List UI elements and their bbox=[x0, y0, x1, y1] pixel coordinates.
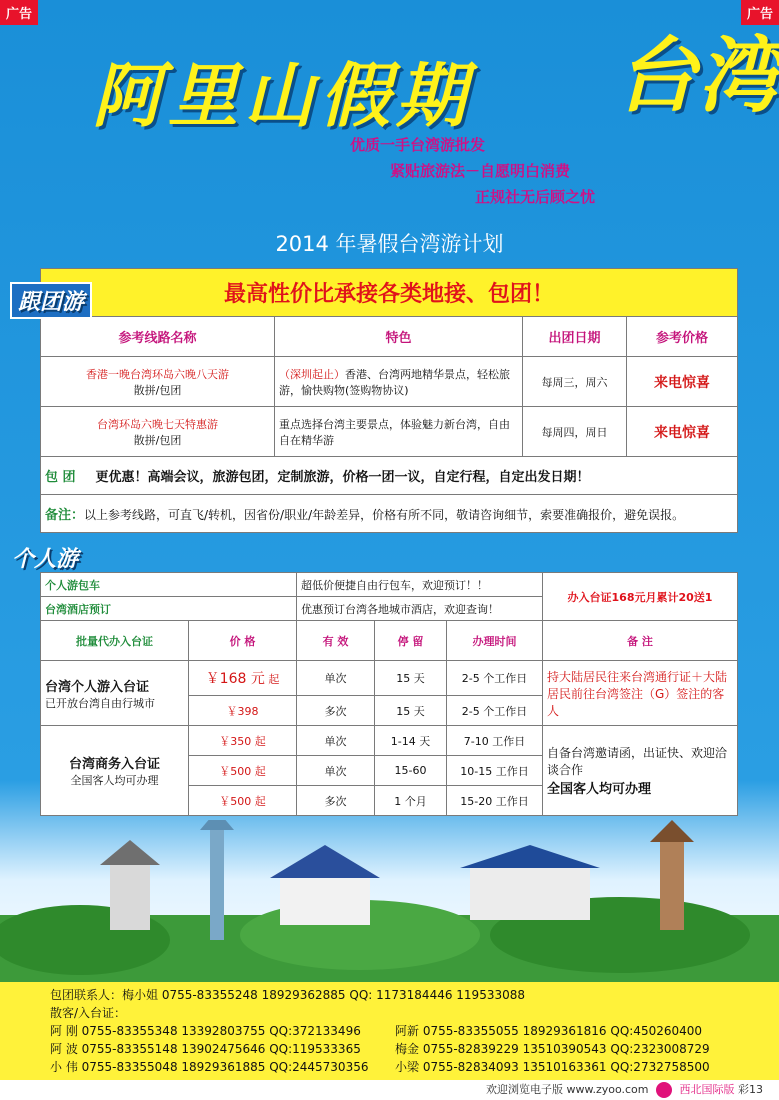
route-type: 散拼/包团 bbox=[133, 433, 182, 447]
route-date: 每周三，周六 bbox=[523, 357, 627, 407]
contact-row bbox=[50, 1058, 779, 1076]
note-row bbox=[41, 495, 738, 533]
permit-price: ￥350 bbox=[219, 734, 252, 748]
contact-right: 阿新 0755-83355055 18929361816 QQ:450260400 bbox=[395, 1024, 703, 1038]
permit-valid: 单次 bbox=[297, 756, 375, 786]
permit-price: ￥168 元 bbox=[205, 671, 265, 687]
contact-row bbox=[50, 1022, 779, 1040]
permit-time: 7-10 工作日 bbox=[447, 726, 543, 756]
route-row bbox=[41, 357, 738, 407]
contact-group-line: 包团联系人：梅小姐 0755-83355248 18929362885 QQ: 1173184446 119533088 bbox=[50, 988, 525, 1002]
permit-price-cell bbox=[189, 661, 297, 696]
permit-price: ￥398 bbox=[189, 696, 297, 726]
permit-valid: 单次 bbox=[297, 661, 375, 696]
permit-stay: 1-14 天 bbox=[375, 726, 447, 756]
permit-price-cell bbox=[189, 756, 297, 786]
route-name: 台湾环岛六晚七天特惠游 bbox=[97, 417, 218, 431]
permit-price: ￥500 bbox=[219, 794, 252, 808]
ad-label-left: 广告 bbox=[0, 0, 38, 25]
header-price: 参考价格 bbox=[627, 317, 738, 357]
permit-stay: 1 个月 bbox=[375, 786, 447, 816]
charter-cell bbox=[41, 457, 738, 495]
permit-price-cell bbox=[189, 726, 297, 756]
slogan-1: 优质一手台湾游批发 bbox=[350, 136, 486, 154]
permit-valid: 多次 bbox=[297, 696, 375, 726]
route-feature: 香港、台湾两地精华景点，轻松旅游，愉快购物(签购物协议) bbox=[279, 367, 510, 397]
permit-price: ￥500 bbox=[219, 764, 252, 778]
permit-time: 15-20 工作日 bbox=[447, 786, 543, 816]
permit-stay: 15-60 bbox=[375, 756, 447, 786]
permit-row bbox=[41, 661, 738, 696]
contact-row bbox=[50, 1040, 779, 1058]
header-time: 办理时间 bbox=[447, 621, 543, 661]
note-cell bbox=[41, 495, 738, 533]
footer-brand: 西北国际版 bbox=[679, 1083, 735, 1096]
permit-price-cell bbox=[189, 786, 297, 816]
permit-title-cell bbox=[41, 661, 189, 726]
route-price: 来电惊喜 bbox=[627, 407, 738, 457]
note-text: 以上参考线路，可直飞/转机，因省份/职业/年龄差异，价格有所不同，敬请咨询细节，索要准确报价，避免误报。 bbox=[84, 508, 685, 522]
contact-right: 梅金 0755-82839229 13510390543 QQ:2323008729 bbox=[395, 1042, 710, 1056]
group-banner: 最高性价比承接各类地接、包团！ bbox=[41, 269, 738, 317]
permit-note: 自备台湾邀请函，出证快、欢迎洽谈合作 bbox=[547, 746, 728, 777]
individual-tour-tag: 个人游 bbox=[12, 547, 79, 572]
group-tour-table bbox=[40, 268, 738, 533]
promo-banner: 办入台证168元月累计20送1 bbox=[543, 573, 738, 621]
route-row bbox=[41, 407, 738, 457]
service-label: 台湾酒店预订 bbox=[41, 597, 297, 621]
charter-text: 更优惠！高端会议，旅游包团，定制旅游，价格一团一议，自定行程，自定出发日期！ bbox=[95, 470, 590, 485]
contact-left: 阿 刚 0755-83355348 13392803755 QQ:372133496 bbox=[50, 1024, 361, 1038]
permit-stay: 15 天 bbox=[375, 696, 447, 726]
contact-visa-line: 散客/入台证： bbox=[50, 1006, 127, 1020]
header-date: 出团日期 bbox=[523, 317, 627, 357]
brand-title: 阿里山假期 bbox=[92, 54, 472, 137]
contact-left: 阿 波 0755-83355148 13902475646 QQ:119533365 bbox=[50, 1042, 361, 1056]
permit-note2: 全国客人均可办理 bbox=[547, 782, 652, 797]
permit-title: 台湾个人游入台证 bbox=[45, 679, 150, 695]
charter-row bbox=[41, 457, 738, 495]
route-feature-cell bbox=[275, 357, 523, 407]
header-stay: 停 留 bbox=[375, 621, 447, 661]
magazine-logo-icon bbox=[656, 1082, 672, 1098]
brand-taiwan: 台湾 bbox=[615, 28, 779, 124]
page-footer bbox=[0, 1080, 779, 1100]
permit-price-suffix: 起 bbox=[254, 734, 266, 748]
charter-label: 包 团 bbox=[45, 470, 76, 485]
individual-tour-table bbox=[40, 572, 738, 816]
header-feature: 特色 bbox=[275, 317, 523, 357]
permit-header-row bbox=[41, 621, 738, 661]
permit-time: 2-5 个工作日 bbox=[447, 661, 543, 696]
route-price: 来电惊喜 bbox=[627, 357, 738, 407]
taiwan-scenery-illustration bbox=[0, 820, 779, 985]
permit-valid: 多次 bbox=[297, 786, 375, 816]
service-desc: 超低价便捷自由行包车，欢迎预订！！ bbox=[297, 573, 543, 597]
permit-stay: 15 天 bbox=[375, 661, 447, 696]
note-label: 备注： bbox=[45, 508, 85, 523]
header-price: 价 格 bbox=[189, 621, 297, 661]
route-name-cell bbox=[41, 357, 275, 407]
footer-text: 欢迎浏览电子版 www.zyoo.com bbox=[485, 1083, 649, 1096]
route-name: 香港一晚台湾环岛六晚八天游 bbox=[86, 367, 229, 381]
group-tour-tag: 跟团游 bbox=[10, 282, 92, 319]
route-date: 每周四，周日 bbox=[523, 407, 627, 457]
contact-panel bbox=[0, 982, 779, 1080]
permit-time: 10-15 工作日 bbox=[447, 756, 543, 786]
slogan-2: 紧贴旅游法－自愿明白消费 bbox=[390, 162, 571, 180]
permit-note-cell bbox=[543, 726, 738, 816]
footer-page: 彩13 bbox=[738, 1083, 763, 1096]
permit-valid: 单次 bbox=[297, 726, 375, 756]
group-header-row bbox=[41, 317, 738, 357]
ad-label-right: 广告 bbox=[741, 0, 779, 25]
header-valid: 有 效 bbox=[297, 621, 375, 661]
permit-subtitle: 全国客人均可办理 bbox=[70, 774, 159, 787]
contact-left: 小 伟 0755-83355048 18929361885 QQ:2445730356 bbox=[50, 1060, 369, 1074]
service-row bbox=[41, 573, 738, 597]
route-name-cell bbox=[41, 407, 275, 457]
header-permit: 批量代办入台证 bbox=[41, 621, 189, 661]
header-route: 参考线路名称 bbox=[41, 317, 275, 357]
permit-price-suffix: 起 bbox=[254, 764, 266, 778]
permit-price-suffix: 起 bbox=[254, 794, 266, 808]
permit-subtitle: 已开放台湾自由行城市 bbox=[45, 696, 155, 710]
contact-right: 小梁 0755-82834093 13510163361 QQ:2732758500 bbox=[395, 1060, 710, 1074]
permit-time: 2-5 个工作日 bbox=[447, 696, 543, 726]
permit-row bbox=[41, 726, 738, 756]
permit-note: 持大陆居民往来台湾通行证＋大陆居民前往台湾签注（G）签注的客人 bbox=[543, 661, 738, 726]
plan-title: 2014 年暑假台湾游计划 bbox=[275, 232, 504, 256]
service-desc: 优惠预订台湾各地城市酒店，欢迎查询！ bbox=[297, 597, 543, 621]
permit-title-cell bbox=[41, 726, 189, 816]
slogan-3: 正规社无后顾之忧 bbox=[475, 188, 596, 206]
service-label: 个人游包车 bbox=[41, 573, 297, 597]
route-feature-highlight: （深圳起止） bbox=[279, 367, 345, 381]
permit-price-suffix: 起 bbox=[268, 673, 280, 686]
permit-title: 台湾商务入台证 bbox=[68, 757, 160, 772]
route-type: 散拼/包团 bbox=[133, 383, 182, 397]
route-feature: 重点选择台湾主要景点，体验魅力新台湾，自由自在精华游 bbox=[275, 407, 523, 457]
header-remark: 备 注 bbox=[543, 621, 738, 661]
